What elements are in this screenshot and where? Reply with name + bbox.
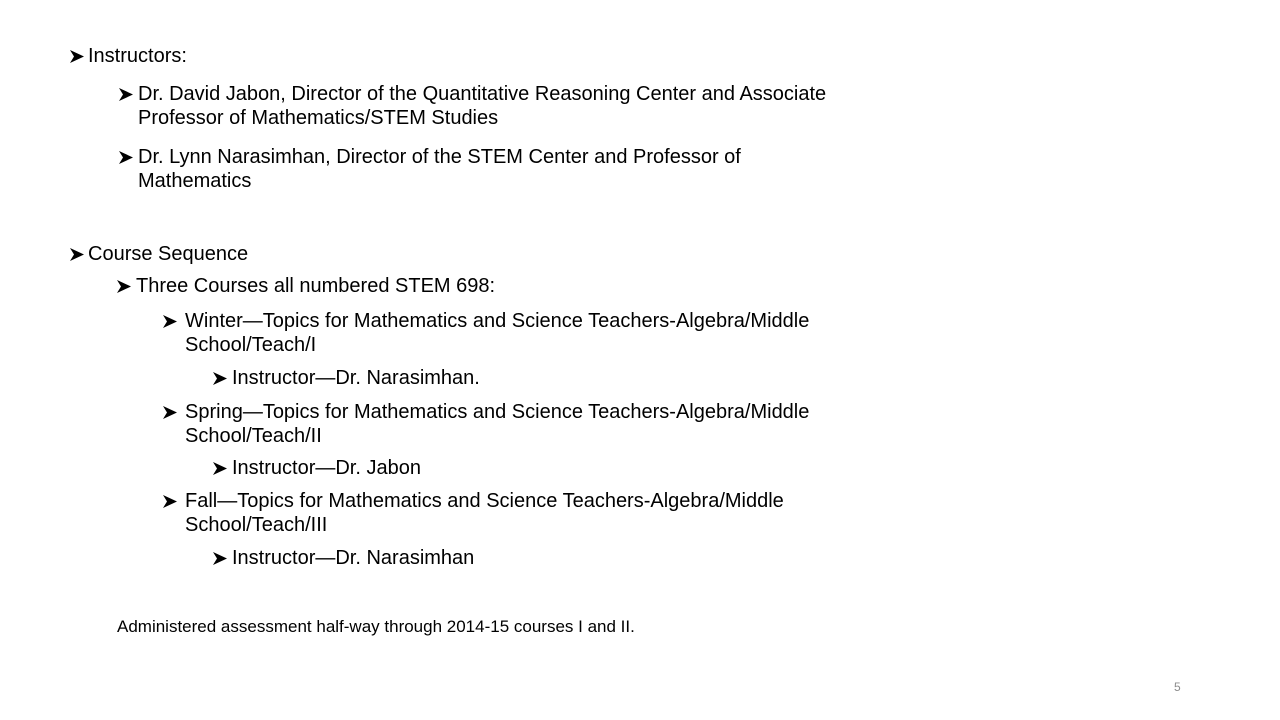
arrowhead-bullet-icon — [70, 44, 84, 68]
arrowhead-bullet-icon — [119, 145, 133, 169]
course-sequence-subheading-text: Three Courses all numbered STEM 698: — [136, 275, 496, 297]
course-item-line2: School/Teach/III — [185, 514, 328, 536]
course-sequence-heading-text: Course Sequence — [88, 243, 249, 265]
instructor-item-line1: Dr. David Jabon, Director of the Quantitative Reasoning Center and Associate — [138, 83, 827, 105]
arrowhead-bullet-icon — [163, 309, 177, 333]
course-instructor — [213, 456, 421, 480]
course-item — [163, 309, 809, 357]
instructor-item — [119, 145, 741, 193]
instructor-item-line2: Professor of Mathematics/STEM Studies — [138, 107, 499, 129]
course-item — [163, 489, 784, 537]
course-instructor — [213, 546, 474, 570]
course-sequence-subheading — [117, 274, 495, 298]
course-item-line2: School/Teach/I — [185, 334, 317, 356]
page-number: 5 — [1174, 680, 1181, 694]
instructor-item — [119, 82, 826, 130]
arrowhead-bullet-icon — [117, 274, 131, 298]
arrowhead-bullet-icon — [213, 366, 227, 390]
arrowhead-bullet-icon — [163, 489, 177, 513]
arrowhead-bullet-icon — [213, 456, 227, 480]
course-instructor-text: Instructor—Dr. Jabon — [232, 457, 421, 479]
assessment-note: Administered assessment half-way through 2014-15 courses I and II. — [117, 617, 635, 636]
arrowhead-bullet-icon — [119, 82, 133, 106]
arrowhead-bullet-icon — [213, 546, 227, 570]
course-item-line1: Spring—Topics for Mathematics and Science Teachers-Algebra/Middle — [185, 401, 810, 423]
course-item-line1: Fall—Topics for Mathematics and Science Teachers-Algebra/Middle — [185, 490, 784, 512]
course-item-line1: Winter—Topics for Mathematics and Science Teachers-Algebra/Middle — [185, 310, 810, 332]
course-instructor-text: Instructor—Dr. Narasimhan — [232, 547, 475, 569]
instructors-heading — [70, 44, 187, 68]
course-instructor — [213, 366, 480, 390]
instructors-heading-text: Instructors: — [88, 45, 187, 67]
course-sequence-heading — [70, 242, 248, 266]
course-item-line2: School/Teach/II — [185, 425, 322, 447]
arrowhead-bullet-icon — [163, 400, 177, 424]
course-item — [163, 400, 809, 448]
instructor-item-line2: Mathematics — [138, 170, 252, 192]
arrowhead-bullet-icon — [70, 242, 84, 266]
course-instructor-text: Instructor—Dr. Narasimhan. — [232, 367, 480, 389]
instructor-item-line1: Dr. Lynn Narasimhan, Director of the STEM Center and Professor of — [138, 146, 741, 168]
